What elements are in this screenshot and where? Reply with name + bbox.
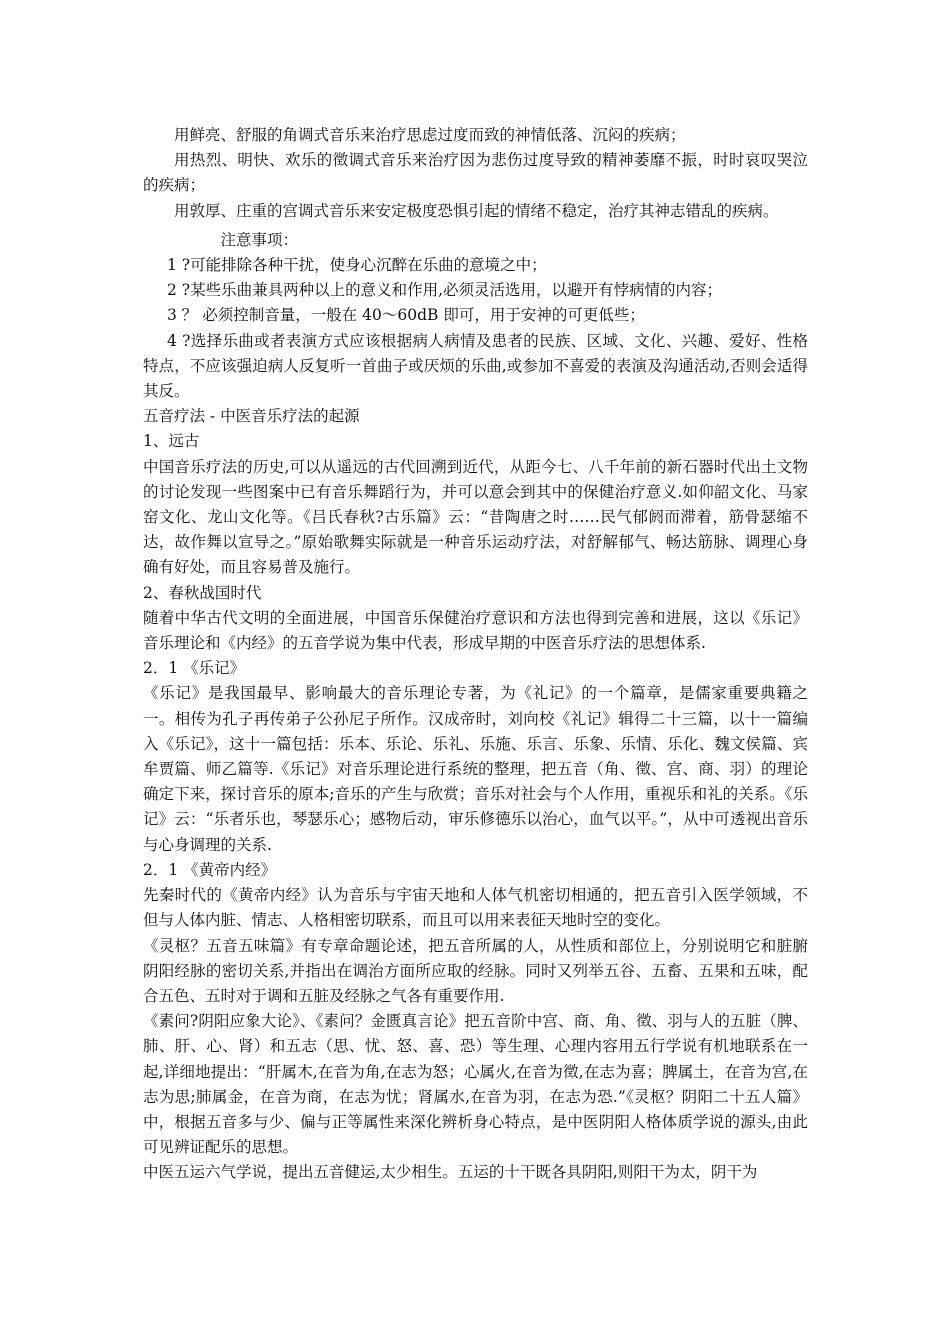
paragraph-spring-autumn: 随着中华古代文明的全面进展，中国音乐保健治疗意识和方法也得到完善和进展，这以《乐记》音乐理论和《内经》的五音学说为集中代表，形成早期的中医音乐疗法的思想体系. bbox=[143, 608, 808, 653]
paragraph-lingshu: 《灵枢？五音五味篇》有专章命题论述，把五音所属的人，从性质和部位上，分别说明它和脏腑阴阳经脉的密切关系,并指出在调治方面所应取的经脉。同时又列举五谷、五畜、五果和五味，配合五色、五时对于调和五脏及经脉之气各有重要作用. bbox=[143, 936, 808, 1005]
note-item-3: 3 ？ 必须控制音量，一般在 40～60dB 即可，用于安神的可更低些； bbox=[167, 306, 645, 325]
paragraph-gong-mode: 用敦厚、庄重的宫调式音乐来安定极度恐惧引起的情绪不稳定，治疗其神志错乱的疾病。 bbox=[174, 201, 779, 220]
paragraph-neijing-intro: 先秦时代的《黄帝内经》认为音乐与宇宙天地和人体气机密切相通的，把五音引入医学领域，不但与人体内脏、情志、人格相密切联系，而且可以用来表征天地时空的变化。 bbox=[143, 886, 808, 930]
subheading-yueji: 2．1 《乐记》 bbox=[143, 659, 246, 678]
paragraph-zhi-mode: 用热烈、明快、欢乐的徵调式音乐来治疗因为悲伤过度导致的精神萎靡不振，时时哀叹哭泣的疾病； bbox=[143, 151, 808, 195]
paragraph-suwen: 《素问?阴阳应象大论》、《素问？金匮真言论》把五音阶中宫、商、角、徵、羽与人的五脏（脾、肺、肝、心、肾）和五志（思、忧、怒、喜、恐）等生理、心理内容用五行学说有机地联系在一起,详细地提出：“肝属木,在音为角,在志为怒；心属火,在音为徵,在志为喜；脾属土，在音为宫,在志为思;肺属金，在音为商，在志为忧；肾属水,在音为羽，在志为恐.”《灵枢？阴阳二十五人篇》中，根据五音多与少、偏与正等属性来深化辨析身心特点，是中医阴阳人格体质学说的源头,由此可见辨证配乐的思想。 bbox=[143, 1012, 808, 1157]
note-item-2: 2 ?某些乐曲兼具两种以上的意义和作用,必须灵活选用，以避开有悖病情的内容； bbox=[167, 281, 723, 300]
section-heading-origin: 五音疗法 - 中医音乐疗法的起源 bbox=[143, 407, 360, 426]
note-item-4: 4 ?选择乐曲或者表演方式应该根据病人病情及患者的民族、区域、文化、兴趣、爱好、性格特点，不应该强迫病人反复听一首曲子或厌烦的乐曲,或参加不喜爱的表演及沟通活动,否则会适得其反。 bbox=[143, 331, 808, 401]
document-body bbox=[143, 123, 808, 1186]
paragraph-wuyun-liuqi: 中医五运六气学说，提出五音健运,太少相生。五运的十干既各具阴阳,则阳干为太，阴干为 bbox=[143, 1163, 758, 1182]
paragraph-jiao-mode: 用鲜亮、舒服的角调式音乐来治疗思虑过度而致的神情低落、沉闷的疾病； bbox=[174, 126, 686, 144]
subheading-spring-autumn: 2、春秋战国时代 bbox=[143, 583, 262, 602]
paragraph-yueji: 《乐记》是我国最早、影响最大的音乐理论专著，为《礼记》的一个篇章，是儒家重要典籍之一。相传为孔子再传弟子公孙尼子所作。汉成帝时，刘向校《礼记》辑得二十三篇，以十一篇编入《乐记》，这十一篇包括：乐本、乐论、乐礼、乐施、乐言、乐象、乐情、乐化、魏文侯篇、宾牟贾篇、师乙篇等.《乐记》对音乐理论进行系统的整理，把五音（角、徵、宫、商、羽）的理论确定下来，探讨音乐的原本;音乐的产生与欣赏；音乐对社会与个人作用，重视乐和礼的关系。《乐记》云：“乐者乐也，琴瑟乐心；感物后动，审乐修德乐以治心，血气以平。”，从中可透视出音乐与心身调理的关系. bbox=[143, 684, 808, 854]
subheading-ancient: 1、远古 bbox=[143, 432, 200, 451]
subheading-huangdi-neijing: 2．1 《黄帝内经》 bbox=[143, 860, 277, 879]
note-item-1: 1 ?可能排除各种干扰，使身心沉醉在乐曲的意境之中； bbox=[167, 256, 547, 275]
paragraph-ancient: 中国音乐疗法的历史,可以从遥远的古代回溯到近代，从距今七、八千年前的新石器时代出土文物的讨论发现一些图案中已有音乐舞蹈行为，并可以意会到其中的保健治疗意义.如仰韶文化、马家窑文化、龙山文化等。《吕氏春秋?古乐篇》云：“昔陶唐之时……民气郁阏而滞着，筋骨瑟缩不达，故作舞以宣导之。”原始歌舞实际就是一种音乐运动疗法，对舒解郁气、畅达筋脉、调理心身确有好处，而且容易普及施行。 bbox=[143, 457, 808, 577]
notes-heading: 注意事项： bbox=[220, 230, 299, 249]
